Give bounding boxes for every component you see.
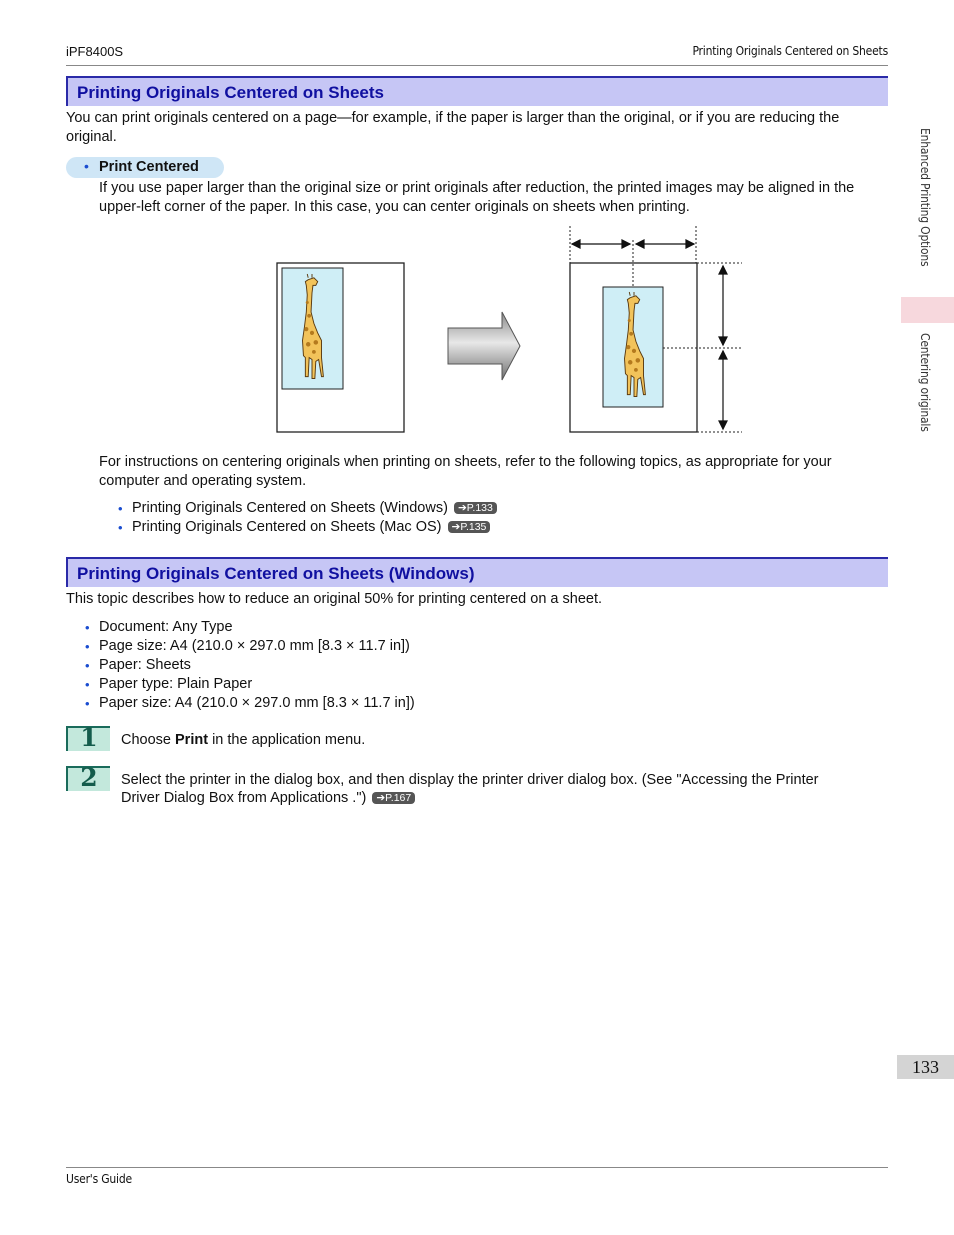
bullet-icon: • <box>118 501 123 516</box>
spec-text: Paper: Sheets <box>99 657 191 673</box>
page-ref-badge[interactable]: ➔P.135 <box>448 521 491 533</box>
list-item <box>85 637 799 656</box>
step-text: Choose <box>121 732 176 748</box>
spec-text: Page size: A4 (210.0 × 297.0 mm [8.3 × 11.7 in]) <box>99 638 410 654</box>
bullet-icon: • <box>84 158 89 174</box>
section-heading-windows <box>66 557 888 587</box>
sidebar-active-tab <box>901 297 954 323</box>
step-text: Driver Dialog Box from Applications .") <box>121 790 367 806</box>
pill-label: Print Centered <box>99 159 199 175</box>
spec-text: Paper type: Plain Paper <box>99 676 253 692</box>
step-number-text: 1 <box>80 723 98 752</box>
step-text: in the application menu. <box>208 732 366 748</box>
page-ref-badge[interactable]: ➔P.167 <box>372 792 415 804</box>
centering-illustration <box>266 222 756 440</box>
section2-intro: This topic describes how to reduce an original 50% for printing centered on a sheet. <box>66 591 603 607</box>
spec-text: Document: Any Type <box>99 619 233 635</box>
step-number-2 <box>66 763 110 792</box>
section-intro: You can print originals centered on a page—for example, if the paper is larger than the original, or if you are reducing the original. <box>66 110 840 145</box>
list-item <box>85 618 799 637</box>
step-number-1 <box>66 723 110 752</box>
instructions-text: For instructions on centering originals when printing on sheets, refer to the following topics, as appropriate for your computer and operating system. <box>99 454 832 489</box>
step-2-text <box>121 771 888 807</box>
bullet-icon: • <box>85 620 90 635</box>
link-label[interactable]: Printing Originals Centered on Sheets (Windows) <box>132 500 448 516</box>
bullet-icon: • <box>118 520 123 535</box>
link-label[interactable]: Printing Originals Centered on Sheets (Mac OS) <box>132 519 442 535</box>
step-bold-text: Print <box>175 732 209 748</box>
page-number: 133 <box>897 1055 954 1079</box>
step-text: Select the printer in the dialog box, and then display the printer driver dialog box. (See "Accessing the Printer <box>121 772 819 788</box>
list-item[interactable] <box>118 499 732 518</box>
section-heading-text: Printing Originals Centered on Sheets (Windows) <box>77 564 475 583</box>
list-item <box>85 675 799 694</box>
bullet-icon: • <box>85 696 90 711</box>
section-heading-centered <box>66 76 888 106</box>
step-text-line2 <box>121 789 888 807</box>
bullet-icon: • <box>85 658 90 673</box>
header-divider <box>66 65 888 66</box>
bullet-icon: • <box>85 639 90 654</box>
print-centered-pill <box>66 157 224 178</box>
sidebar-section: Centering originals <box>918 333 932 432</box>
list-item <box>85 656 799 675</box>
footer-guide: User's Guide <box>66 1172 132 1186</box>
header-model: iPF8400S <box>66 44 124 59</box>
pill-description: If you use paper larger than the original size or print originals after reduction, the printed images may be aligned in the upper-left corner of the paper. In this case, you can center originals on sheets when printing. <box>99 180 855 215</box>
section-heading-text: Printing Originals Centered on Sheets <box>77 83 384 102</box>
list-item <box>85 694 799 713</box>
step-number-text: 2 <box>80 763 98 792</box>
header-title: Printing Originals Centered on Sheets <box>692 44 888 58</box>
topic-links <box>118 499 732 537</box>
step-1-text <box>121 731 881 750</box>
sidebar-chapter: Enhanced Printing Options <box>918 128 932 267</box>
list-item[interactable] <box>118 518 732 537</box>
spec-list <box>85 618 799 713</box>
bullet-icon: • <box>85 677 90 692</box>
page-ref-badge[interactable]: ➔P.133 <box>454 502 497 514</box>
footer-divider <box>66 1167 888 1168</box>
spec-text: Paper size: A4 (210.0 × 297.0 mm [8.3 × 11.7 in]) <box>99 695 415 711</box>
